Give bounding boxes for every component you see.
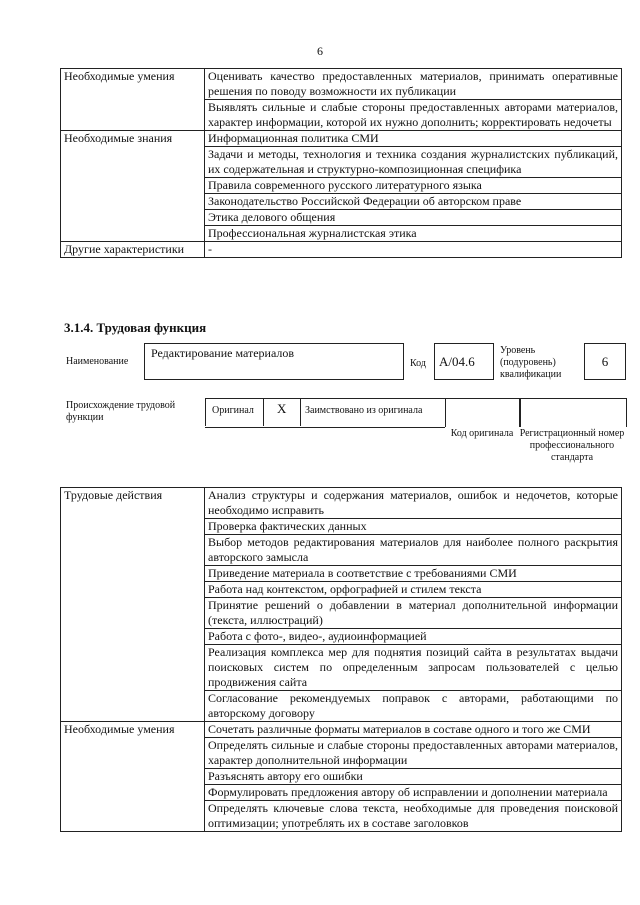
row-group-label: Необходимые знания <box>61 131 205 242</box>
level-label: Уровень (подуровень) квалификации <box>500 345 562 380</box>
row-item-text: Согласование рекомендуемых поправок с авторами, работающими по авторскому договору <box>205 691 622 722</box>
row-group-label: Необходимые умения <box>61 722 205 832</box>
row-item-text: Формулировать предложения автору об исправлении и дополнении материала <box>205 785 622 801</box>
requirements-table-top <box>60 68 622 258</box>
table-row <box>61 722 622 738</box>
page-number: 6 <box>317 44 323 58</box>
row-item-text: Выявлять сильные и слабые стороны предоставленных авторами материалов, характер информации, которой их нужно дополнить; корректировать недочеты <box>205 100 622 131</box>
row-item-text: Реализация комплекса мер для поднятия позиций сайта в результатах выдачи поисковых систем по определенным запросам пользователей с целью продвижения сайта <box>205 645 622 691</box>
original-mark: X <box>277 401 287 416</box>
row-item-text: Работа над контекстом, орфографией и стилем текста <box>205 582 622 598</box>
qualification-level-box: 6 <box>584 343 626 380</box>
row-group-label: Другие характеристики <box>61 242 205 258</box>
row-item-text: Разъяснять автору его ошибки <box>205 769 622 785</box>
row-item-text: Законодательство Российской Федерации об авторском праве <box>205 194 622 210</box>
table-row <box>61 488 622 519</box>
origin-divider <box>263 398 264 426</box>
table-row <box>61 131 622 147</box>
function-code-box: А/04.6 <box>434 343 494 380</box>
name-label: Наименование <box>66 356 129 367</box>
code-original-label: Код оригинала <box>450 428 514 439</box>
table-row <box>61 242 622 258</box>
row-item-text: Работа с фото-, видео-, аудиоинформацией <box>205 629 622 645</box>
row-item-text: Проверка фактических данных <box>205 519 622 535</box>
original-label: Оригинал <box>212 405 254 416</box>
row-item-text: Определять ключевые слова текста, необходимые для проведения поисковой оптимизации; употреблять их в составе заголовков <box>205 801 622 832</box>
row-item-text: Задачи и методы, технология и техника создания журналистских публикаций, их содержательная и структурно-композиционная специфика <box>205 147 622 178</box>
row-item-text: Профессиональная журналистская этика <box>205 226 622 242</box>
row-item-text: Принятие решений о добавлении в материал дополнительной информации (текста, иллюстраций) <box>205 598 622 629</box>
row-item-text: Сочетать различные форматы материалов в составе одного и того же СМИ <box>205 722 622 738</box>
row-item-text: - <box>205 242 622 258</box>
row-group-label: Необходимые умения <box>61 69 205 131</box>
origin-divider <box>205 398 206 426</box>
borrowed-label: Заимствовано из оригинала <box>305 405 423 416</box>
row-item-text: Этика делового общения <box>205 210 622 226</box>
row-item-text: Оценивать качество предоставленных материалов, принимать оперативные решения по поводу возможности их публикации <box>205 69 622 100</box>
requirements-table-bottom <box>60 487 622 832</box>
table-row <box>61 69 622 100</box>
origin-divider <box>300 398 301 426</box>
code-label: Код <box>410 358 426 369</box>
row-item-text: Выбор методов редактирования материалов для наиболее полного раскрытия авторского замысла <box>205 535 622 566</box>
function-name-box: Редактирование материалов <box>144 343 404 380</box>
row-item-text: Правила современного русского литературного языка <box>205 178 622 194</box>
row-group-label: Трудовые действия <box>61 488 205 722</box>
reg-number-label: Регистрационный номер профессионального стандарта <box>519 428 625 463</box>
row-item-text: Информационная политика СМИ <box>205 131 622 147</box>
row-item-text: Анализ структуры и содержания материалов, ошибок и недочетов, которые необходимо исправить <box>205 488 622 519</box>
origin-label: Происхождение трудовой функции <box>66 400 176 423</box>
reg-number-box <box>519 398 627 427</box>
section-title: 3.1.4. Трудовая функция <box>64 320 207 335</box>
row-item-text: Определять сильные и слабые стороны предоставленных авторами материалов, характер дополнительной информации <box>205 738 622 769</box>
row-item-text: Приведение материала в соответствие с требованиями СМИ <box>205 566 622 582</box>
code-original-box <box>445 398 521 427</box>
